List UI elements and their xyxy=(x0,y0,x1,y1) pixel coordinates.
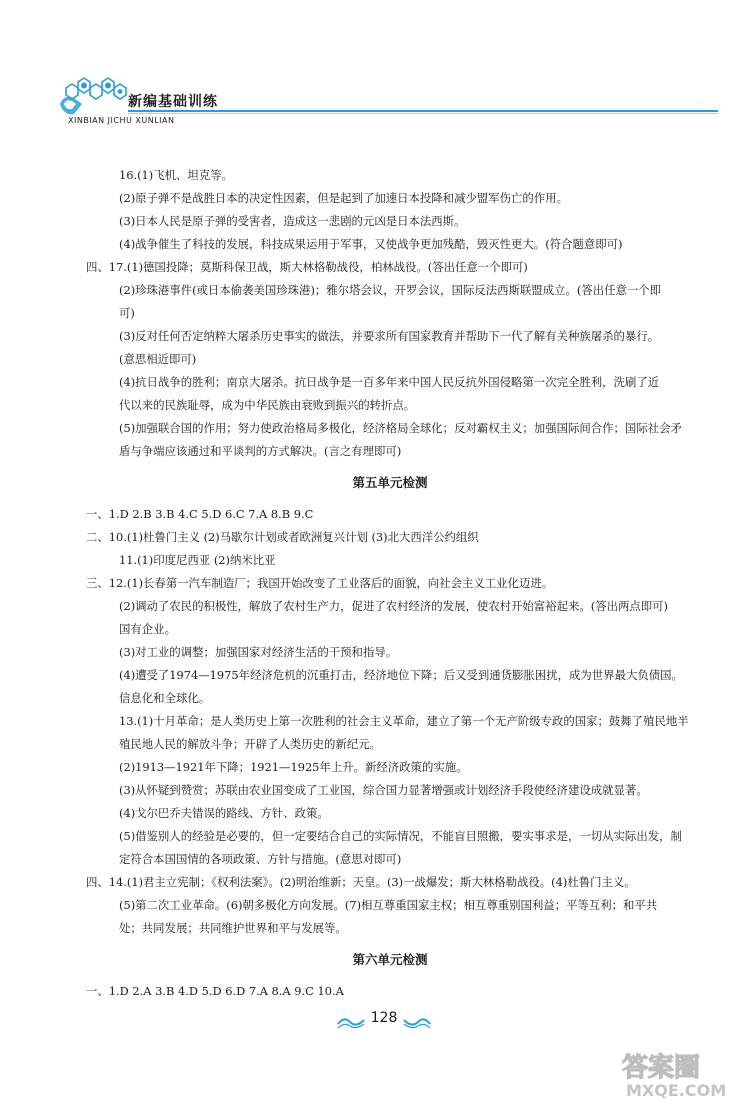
answer-line: 二、10.(1)杜鲁门主义 (2)马歇尔计划或者欧洲复兴计划 (3)北大西洋公约组织 xyxy=(86,530,479,544)
left-wave-icon xyxy=(336,1012,366,1032)
answer-line: (2)调动了农民的积极性，解放了农村生产力，促进了农村经济的发展，使农村开始富裕起来。(答出两点即可) xyxy=(119,599,668,613)
header-rule-thin xyxy=(128,113,718,114)
answer-line: 13.(1)十月革命；是人类历史上第一次胜利的社会主义革命，建立了第一个无产阶级专政的国家；鼓舞了殖民地半 xyxy=(119,714,689,728)
answer-line: 11.(1)印度尼西亚 (2)纳米比亚 xyxy=(119,553,276,567)
answer-line: 四、14.(1)君主立宪制；《权利法案》。(2)明治维新；天皇。(3)一战爆发；斯大林格勒战役。(4)杜鲁门主义。 xyxy=(86,875,636,889)
answer-line: (3)对工业的调整；加强国家对经济生活的干预和指导。 xyxy=(119,645,398,659)
answer-line: 三、12.(1)长春第一汽车制造厂；我国开始改变了工业落后的面貌，向社会主义工业化迈进。 xyxy=(86,576,554,590)
answer-line: 信息化和全球化。 xyxy=(119,691,211,705)
answer-line: (4)戈尔巴乔夫错误的路线、方针、政策。 xyxy=(119,806,329,820)
section-title: 第六单元检测 xyxy=(352,952,428,967)
watermark-text-bottom: MXQE.COM xyxy=(626,1081,727,1100)
page-number-area xyxy=(336,1010,432,1034)
answer-line: 代以来的民族耻辱，成为中华民族由衰败到振兴的转折点。 xyxy=(119,398,416,412)
section-title: 第五单元检测 xyxy=(352,475,428,490)
answer-line: 盾与争端应该通过和平谈判的方式解决。(言之有理即可) xyxy=(119,444,402,458)
answer-content xyxy=(86,164,694,1003)
answer-line: (意思相近即可) xyxy=(119,352,197,366)
answer-line: (4)抗日战争的胜利；南京大屠杀。抗日战争是一百多年来中国人民反抗外国侵略第一次完全胜利，洗刷了近 xyxy=(119,375,660,389)
answer-line: 一、1.D 2.B 3.B 4.C 5.D 6.C 7.A 8.B 9.C xyxy=(86,507,314,521)
right-wave-icon xyxy=(402,1012,432,1032)
answer-line: 处；共同发展；共同维护世界和平与发展等。 xyxy=(119,921,347,935)
watermark-text-top: 答案圈 xyxy=(622,1053,701,1083)
answer-line: (4)遭受了1974—1975年经济危机的沉重打击，经济地位下降；后又受到通货膨胀困扰，成为世界最大负债国。 xyxy=(119,668,683,682)
header-rule xyxy=(128,110,718,112)
page-number: 128 xyxy=(370,1010,398,1026)
watermark-logo xyxy=(618,1046,748,1100)
answer-line: 殖民地人民的解放斗争；开辟了人类历史的新纪元。 xyxy=(119,737,381,751)
answer-line: 一、1.D 2.A 3.B 4.D 5.D 6.D 7.A 8.A 9.C 10.A xyxy=(86,984,344,998)
answer-line: (3)从怀疑到赞赏；苏联由农业国变成了工业国，综合国力显著增强或计划经济手段使经济建设成就显著。 xyxy=(119,783,648,797)
answer-line: (5)借鉴别人的经验是必要的，但一定要结合自己的实际情况，不能盲目照搬，要实事求是，一切从实际出发，制 xyxy=(119,829,682,843)
answer-line: (5)加强联合国的作用；努力使政治格局多极化，经济格局全球化；反对霸权主义；加强国际间合作；国际社会矛 xyxy=(119,421,682,435)
answer-line: (2)珍珠港事件(或日本偷袭美国珍珠港)；雅尔塔会议，开罗会议，国际反法西斯联盟成立。(答出任意一个即 xyxy=(119,283,662,297)
answer-line: 四、17.(1)德国投降；莫斯科保卫战，斯大林格勒战役，柏林战役。(答出任意一个即可) xyxy=(86,260,528,274)
answer-line: 16.(1)飞机、坦克等。 xyxy=(119,168,233,182)
page-header xyxy=(48,62,720,140)
answer-line: (2)1913—1921年下降；1921—1925年上升。新经济政策的实施。 xyxy=(119,760,468,774)
answer-line: 定符合本国国情的各项政策、方针与措施。(意思对即可) xyxy=(119,852,402,866)
answer-line: (2)原子弹不是战胜日本的决定性因素，但是起到了加速日本投降和减少盟军伤亡的作用。 xyxy=(119,191,568,205)
answer-line: 可) xyxy=(119,306,135,320)
header-pinyin: XINBIAN JICHU XUNLIAN xyxy=(68,116,175,125)
answer-line: 国有企业。 xyxy=(119,622,176,636)
header-title: 新编基础训练 xyxy=(128,94,218,110)
answer-line: (3)日本人民是原子弹的受害者，造成这一悲剧的元凶是日本法西斯。 xyxy=(119,214,466,228)
answer-line: (5)第二次工业革命。(6)朝多极化方向发展。(7)相互尊重国家主权；相互尊重别国利益；平等互利；和平共 xyxy=(119,898,658,912)
answer-line: (3)反对任何否定纳粹大屠杀历史事实的做法，并要求所有国家教育并帮助下一代了解有关种族屠杀的暴行。 xyxy=(119,329,660,343)
answer-line: (4)战争催生了科技的发展，科技成果运用于军事，又使战争更加残酷，毁灭性更大。(符合题意即可) xyxy=(119,237,623,251)
